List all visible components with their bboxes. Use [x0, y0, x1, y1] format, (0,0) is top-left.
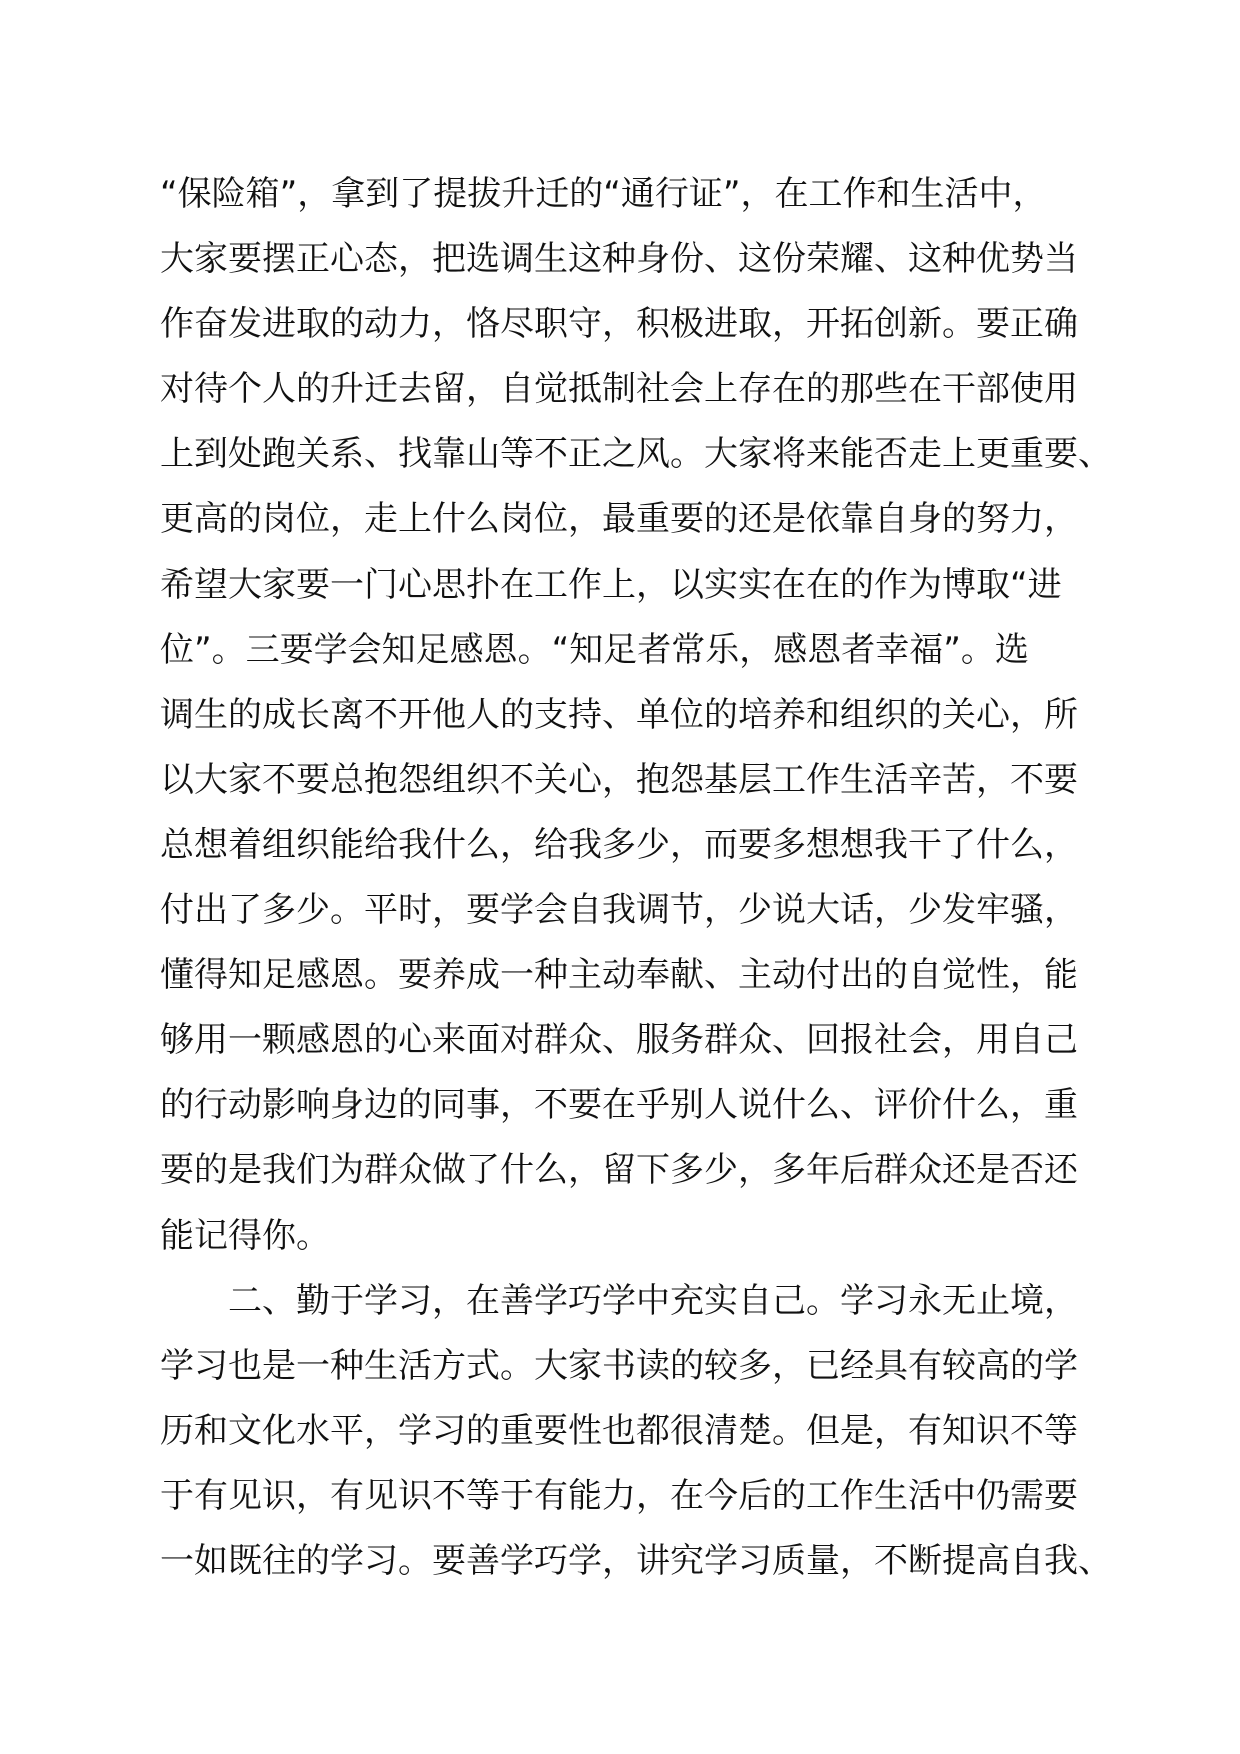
text-line: “保险箱”，拿到了提拔升迁的“通行证”，在工作和生活中，: [160, 174, 1047, 214]
text-line: 懂得知足感恩。要养成一种主动奉献、主动付出的自觉性，能: [160, 955, 1078, 996]
text-line: 能记得你。: [160, 1215, 330, 1256]
text-line: 付出了多少。平时，要学会自我调节，少说大话，少发牢骚，: [160, 890, 1078, 931]
text-line: 历和文化水平，学习的重要性也都很清楚。但是，有知识不等: [160, 1410, 1078, 1451]
section-heading-line: 二、勤于学习，在善学巧学中充实自己。学习永无止境，: [228, 1280, 1078, 1321]
text-line: 要的是我们为群众做了什么，留下多少，多年后群众还是否还: [160, 1150, 1078, 1191]
text-line: 够用一颗感恩的心来面对群众、服务群众、回报社会，用自己: [160, 1020, 1078, 1061]
text-line: 一如既往的学习。要善学巧学，讲究学习质量，不断提高自我、: [160, 1540, 1112, 1581]
text-line: 希望大家要一门心思扑在工作上，以实实在在的作为博取“进: [160, 564, 1062, 605]
text-line: 对待个人的升迁去留，自觉抵制社会上存在的那些在干部使用: [160, 369, 1078, 410]
text-line: 以大家不要总抱怨组织不关心，抱怨基层工作生活辛苦，不要: [160, 759, 1078, 800]
text-line: 总想着组织能给我什么，给我多少，而要多想想我干了什么，: [160, 824, 1078, 865]
text-line: 调生的成长离不开他人的支持、单位的培养和组织的关心，所: [160, 694, 1078, 735]
text-line: 的行动影响身边的同事，不要在乎别人说什么、评价什么，重: [160, 1085, 1078, 1126]
text-line: 学习也是一种生活方式。大家书读的较多，已经具有较高的学: [160, 1345, 1078, 1386]
text-line: 位”。三要学会知足感恩。“知足者常乐，感恩者幸福”。选: [160, 629, 1029, 670]
body-text: [160, 162, 1120, 1594]
text-line: 于有见识，有见识不等于有能力，在今后的工作生活中仍需要: [160, 1475, 1078, 1516]
text-line: 更高的岗位，走上什么岗位，最重要的还是依靠自身的努力，: [160, 499, 1078, 540]
text-line: 大家要摆正心态，把选调生这种身份、这份荣耀、这种优势当: [160, 239, 1078, 280]
text-line: 作奋发进取的动力，恪尽职守，积极进取，开拓创新。要正确: [160, 304, 1078, 345]
text-line: 上到处跑关系、找靠山等不正之风。大家将来能否走上更重要、: [160, 434, 1112, 475]
